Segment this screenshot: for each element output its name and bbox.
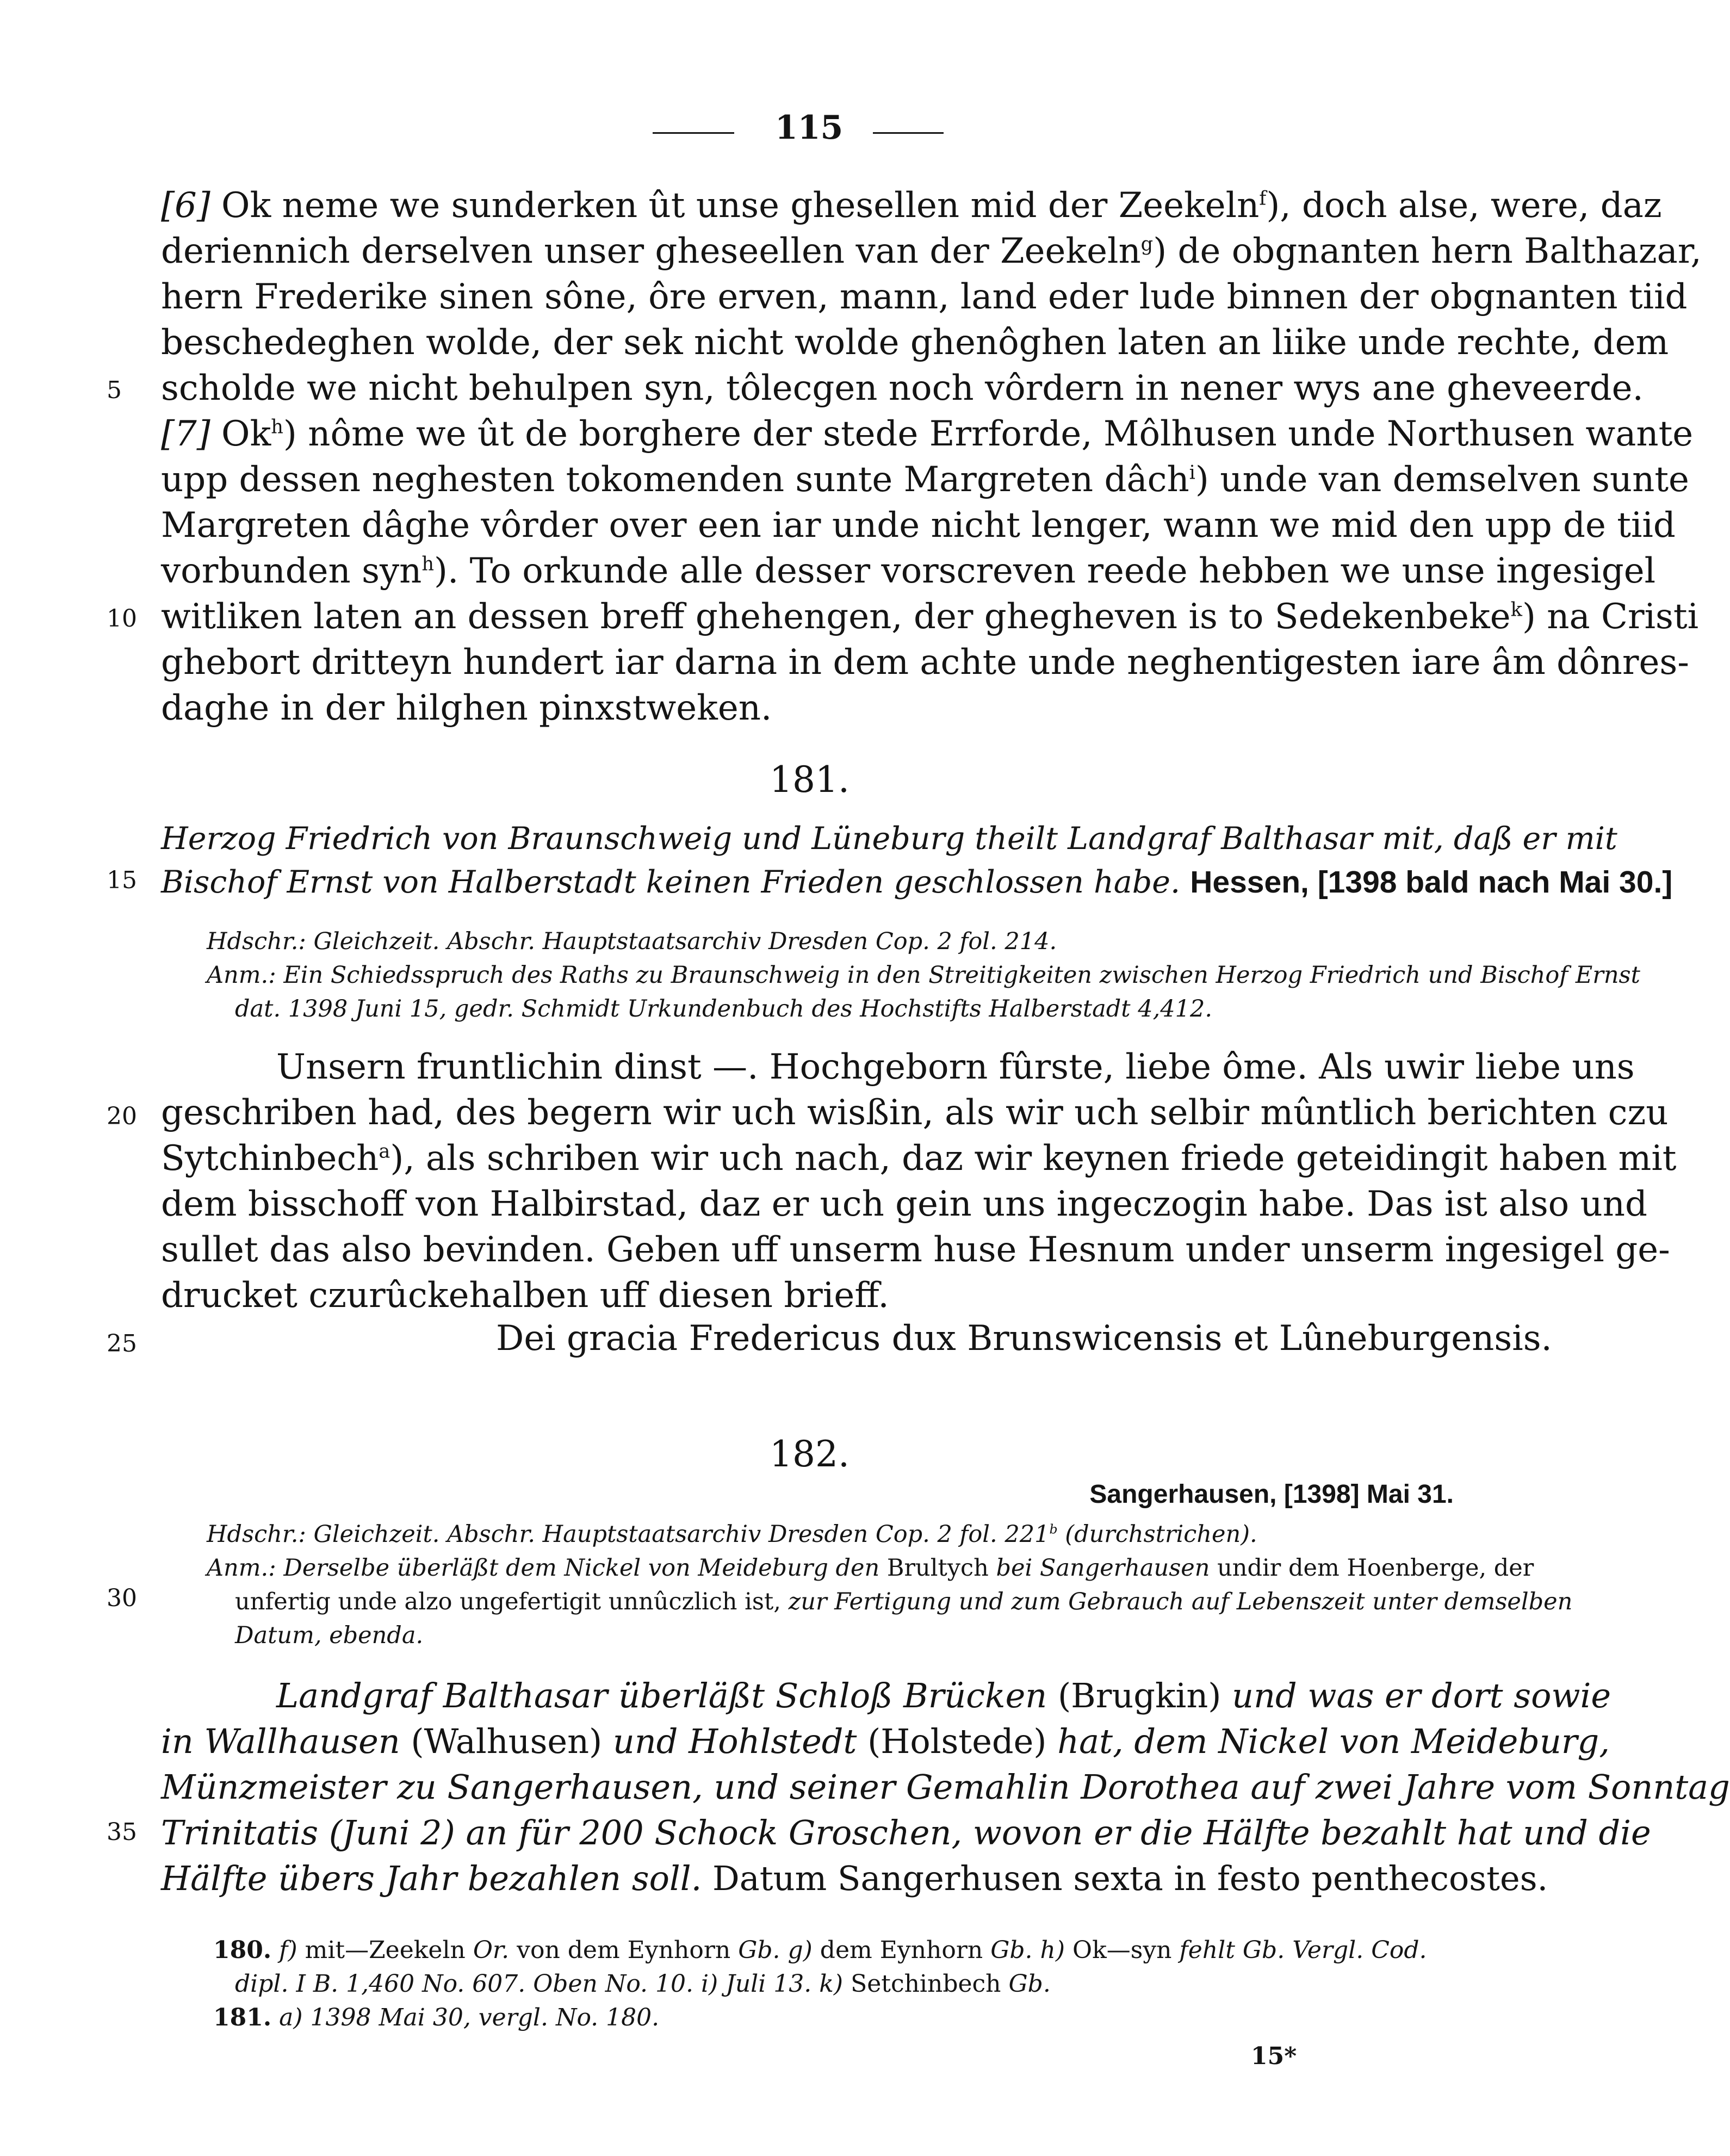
text-line: [6] Ok neme we sunderken ût unse ghesellen mid der Zeekeln$^f$), doch alse, were, daz (161, 185, 1662, 226)
text-line: Margreten dâghe vôrder over een iar unde nicht lenger, wann we mid den upp de tiid (161, 505, 1676, 546)
regest-181-line1: Herzog Friedrich von Braunschweig und Lüneburg theilt Landgraf Balthasar mit, daß er mit (161, 821, 1617, 857)
header-rule-right (873, 132, 944, 134)
signature-mark: 15* (1251, 2042, 1297, 2070)
line-number-25: 25 (107, 1330, 137, 1358)
header-rule-left (653, 132, 734, 134)
regest-181-line2: Bischof Ernst von Halberstadt keinen Frieden geschlossen habe. Hessen, [1398 bald nach Mai 30.] (161, 864, 1673, 900)
line-number-10: 10 (107, 605, 137, 633)
text-line: deriennich derselven unser gheseellen van der Zeekeln$^g$) de obgnanten hern Balthazar, (161, 231, 1702, 271)
signature-181: Dei gracia Fredericus dux Brunswicensis et Lûneburgensis. (496, 1318, 1552, 1359)
line-number-15: 15 (107, 866, 137, 894)
text-line: vorbunden syn$^h$). To orkunde alle desser vorscreven reede hebben we unse ingesigel (161, 551, 1656, 591)
footnote-180-line1: 180. f) mit—Zeekeln Or. von dem Eynhorn Gb. g) dem Eynhorn Gb. h) Ok—syn fehlt Gb. Vergl. Cod. (213, 1936, 1427, 1964)
document-number-182: 182. (770, 1433, 850, 1475)
line-number-30: 30 (107, 1584, 137, 1612)
regest-182-line2: in Wallhausen (Walhusen) und Hohlstedt (Holstede) hat, dem Nickel von Meideburg, (161, 1721, 1610, 1761)
text-line: scholde we nicht behulpen syn, tôlecgen noch vôrdern in nener wys ane gheveerde. (161, 368, 1644, 408)
document-number-181: 181. (770, 759, 850, 801)
anm-181-line1: Anm.: Ein Schiedsspruch des Raths zu Braunschweig in den Streitigkeiten zwischen Herzog Friedrich und Bischof Ernst (207, 962, 1640, 989)
text-line: drucket czurûckehalben uff diesen brieff. (161, 1275, 889, 1316)
anm-181-line2: dat. 1398 Juni 15, gedr. Schmidt Urkundenbuch des Hochstifts Halberstadt 4,412. (235, 995, 1212, 1023)
text-line: Sytchinbech$^a$), als schriben wir uch nach, daz wir keynen friede geteidingit haben mit (161, 1138, 1677, 1179)
place-date-181: Hessen, [1398 bald nach Mai 30.] (1190, 865, 1673, 900)
text-line: sullet das also bevinden. Geben uff unserm huse Hesnum under unserm ingesigel ge- (161, 1230, 1670, 1270)
text-line: beschedeghen wolde, der sek nicht wolde ghenôghen laten an liike unde rechte, dem (161, 323, 1669, 363)
hdschr-181: Hdschr.: Gleichzeit. Abschr. Hauptstaatsarchiv Dresden Cop. 2 fol. 214. (207, 928, 1057, 955)
regest-182-line4: Trinitatis (Juni 2) an für 200 Schock Groschen, wovon er die Hälfte bezahlt hat und die (161, 1813, 1651, 1853)
text-line: ghebort dritteyn hundert iar darna in dem achte unde neghentigesten iare âm dônres- (161, 642, 1689, 683)
text-line: Unsern fruntlichin dinst —. Hochgeborn fûrste, liebe ôme. Als uwir liebe uns (276, 1047, 1635, 1087)
text-line: witliken laten an dessen breff ghehengen, der ghegheven is to Sedekenbeke$^k$) na Cristi (161, 597, 1699, 637)
page-number: 115 (775, 109, 844, 147)
anm-182-line3: Datum, ebenda. (235, 1622, 424, 1649)
hdschr-182: Hdschr.: Gleichzeit. Abschr. Hauptstaatsarchiv Dresden Cop. 2 fol. 221$^b$ (durchstrichen). (207, 1521, 1257, 1548)
text-line: dem bisschoff von Halbirstad, daz er uch gein uns ingeczogin habe. Das ist also und (161, 1184, 1647, 1224)
footnote-180-line2: dipl. I B. 1,460 No. 607. Oben No. 10. i) Juli 13. k) Setchinbech Gb. (235, 1970, 1051, 1998)
text-line: hern Frederike sinen sône, ôre erven, mann, land eder lude binnen der obgnanten tiid (161, 277, 1688, 317)
text-line: geschriben had, des begern wir uch wisßin, als wir uch selbir mûntlich berichten czu (161, 1093, 1669, 1133)
regest-182-line3: Münzmeister zu Sangerhausen, und seiner Gemahlin Dorothea auf zwei Jahre vom Sonntag (161, 1767, 1730, 1807)
text-line: upp dessen neghesten tokomenden sunte Margreten dâch$^i$) unde van demselven sunte (161, 460, 1689, 500)
place-date-182: Sangerhausen, [1398] Mai 31. (1089, 1480, 1454, 1509)
text-line: [7] Ok$^h$) nôme we ût de borghere der stede Errforde, Môlhusen unde Northusen wante (161, 414, 1694, 454)
line-number-20: 20 (107, 1102, 137, 1130)
text-line: daghe in der hilghen pinxstweken. (161, 688, 772, 728)
regest-182-line5: Hälfte übers Jahr bezahlen soll. Datum Sangerhusen sexta in festo penthecostes. (161, 1858, 1548, 1898)
anm-182-line2: unfertig unde alzo ungefertigit unnûczlich ist, zur Fertigung und zum Gebrauch auf Lebenszeit unter demselben (235, 1588, 1573, 1615)
anm-182-line1: Anm.: Derselbe überläßt dem Nickel von Meideburg den Brultych bei Sangerhausen undir dem Hoenberge, der (207, 1554, 1534, 1582)
line-number-5: 5 (107, 376, 122, 404)
line-number-35: 35 (107, 1818, 137, 1846)
regest-182-line1: Landgraf Balthasar überläßt Schloß Brücken (Brugkin) und was er dort sowie (276, 1676, 1611, 1715)
footnote-181: 181. a) 1398 Mai 30, vergl. No. 180. (213, 2004, 660, 2031)
